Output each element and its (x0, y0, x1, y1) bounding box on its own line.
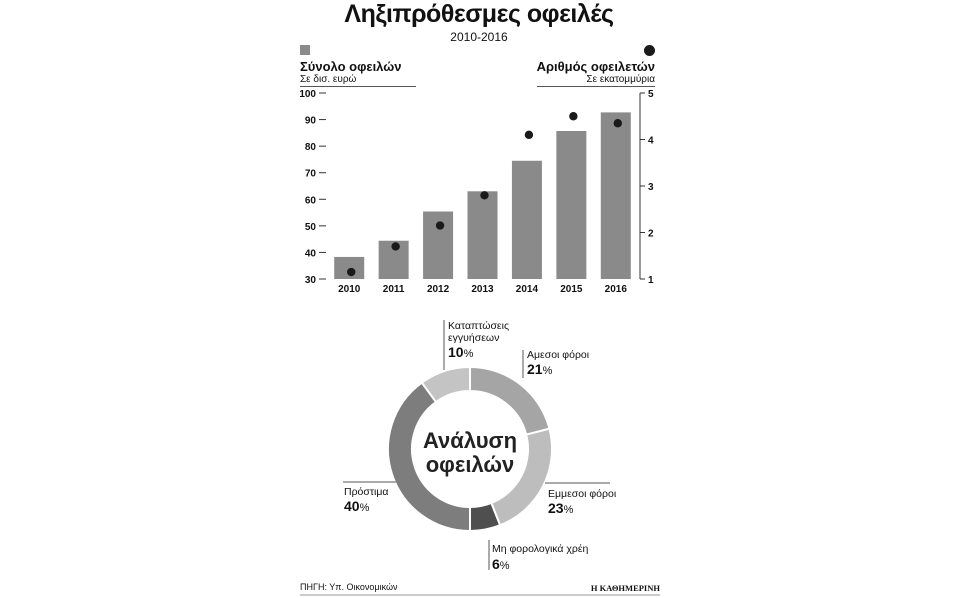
x-tick-label: 2012 (426, 284, 450, 295)
slice-label-direct-taxes: Αμεσοι φόροι (527, 349, 590, 361)
slice-pct-non-tax-debts: 6% (492, 556, 510, 572)
x-tick-label: 2016 (604, 284, 627, 295)
slice-pct-fines: 40% (344, 498, 370, 514)
slice-pct-direct-taxes: 21% (527, 361, 553, 377)
donut-title-line-1: Ανάλυση (422, 428, 518, 453)
right-axis-title: Αριθμός οφειλετών (536, 59, 655, 74)
left-tick-label: 60 (304, 195, 316, 207)
left-tick-label: 80 (304, 142, 316, 154)
publisher-logo: Η ΚΑΘΗΜΕΡΙΝΗ (590, 583, 660, 593)
x-tick-label: 2011 (382, 284, 405, 295)
left-tick-label: 90 (304, 115, 316, 127)
chart-title: Ληξιπρόθεσμες οφειλές (344, 0, 614, 28)
x-tick-label: 2013 (471, 284, 494, 295)
footer-rule (300, 594, 660, 596)
source-note: ΠΗΓΗ: Υπ. Οικονομικών (300, 582, 398, 592)
left-axis-title: Σύνολο οφειλών (300, 59, 402, 74)
donut-slice (470, 367, 549, 435)
slice-label-indirect-taxes: Εμμεσοι φόροι (548, 488, 617, 500)
slice-label-fines: Πρόστιμα (344, 486, 389, 498)
right-tick-label: 3 (648, 182, 654, 193)
right-tick-label: 1 (648, 275, 654, 286)
left-axis-unit: Σε δισ. ευρώ (300, 74, 357, 85)
left-tick-label: 70 (304, 168, 316, 180)
x-tick-label: 2015 (560, 284, 583, 295)
right-tick-label: 5 (648, 89, 654, 100)
slice-pct-guarantees: 10% (448, 344, 474, 360)
right-tick-label: 2 (648, 228, 654, 240)
right-tick-label: 4 (648, 135, 654, 147)
right-axis-unit: Σε εκατομμύρια (586, 74, 655, 85)
left-tick-label: 100 (299, 89, 316, 100)
slice-pct-indirect-taxes: 23% (548, 500, 574, 516)
left-tick-label: 40 (304, 248, 316, 260)
left-tick-label: 30 (304, 275, 316, 286)
slice-label-non-tax-debts: Μη φορολογικά χρέη (492, 543, 589, 555)
slice-label-guarantees-line-1: Καταπτώσεις (448, 320, 510, 332)
chart-subtitle: 2010-2016 (450, 30, 508, 44)
x-tick-label: 2010 (338, 284, 361, 295)
x-tick-label: 2014 (515, 284, 539, 295)
donut-title-line-2: οφειλών (425, 452, 515, 477)
left-tick-label: 50 (304, 221, 316, 233)
slice-label-guarantees-line-2: εγγυήσεων (448, 332, 500, 344)
